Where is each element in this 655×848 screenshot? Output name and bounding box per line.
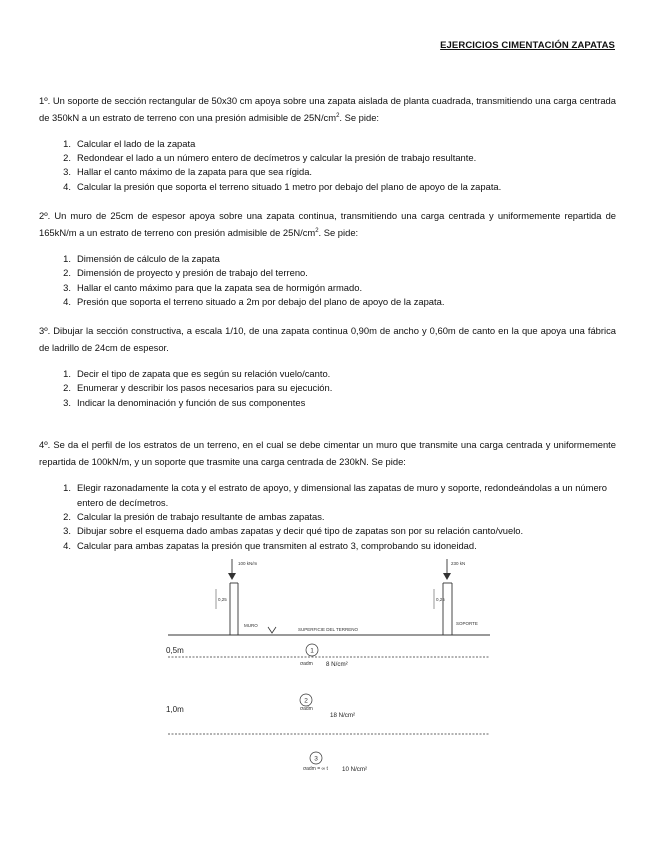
exercise-4-item: 4. Calcular para ambas zapatas la presión que transmiten al estrato 3, comprobando su idoneidad. [63,540,477,551]
exercise-2-item: 2. Dimensión de proyecto y presión de trabajo del terreno. [63,267,308,278]
stratum-2-sigma: σadm [300,706,313,712]
column-load-arrowhead [443,573,451,580]
exercise-4-item: 1. Elegir razonadamente la cota y el estrato de apoyo, y dimensional las zapatas de muro y soporte, redondeándolas a un número entero de decímetros. [63,482,608,508]
exercise-3-item: 1. Decir el tipo de zapata que es según su relación vuelo/canto. [63,368,331,379]
document-heading: EJERCICIOS CIMENTACIÓN ZAPATAS [440,40,615,51]
exercise-3-item: 3. Indicar la denominación y función de sus componentes [63,397,306,408]
exercise-3-statement: 3º. Dibujar la sección constructiva, a escala 1/10, de una zapata continua 0,90m de ancho y 0,60m de canto en la que apoya una fábrica de ladrillo de 24cm de espesor. [39,325,616,353]
exercise-2-superscript: 2 [315,228,319,234]
ground-level-mark [268,627,276,633]
wall-load-label: 100 kN/m [238,561,258,566]
depth-label-2: 1,0m [166,705,184,714]
exercise-4-statement: 4º. Se da el perfil de los estratos de un terreno, en el cual se debe cimentar un muro que transmite una carga centrada y uniformemente repartida de 100kN/m, y un soporte que trasmite una carga centrada de 230kN. Se pide: [39,439,616,467]
stratum-1-pressure: 8 N/cm² [326,661,348,668]
stratum-1-number: 1 [310,647,314,655]
soil-profile-diagram [160,553,493,785]
stratum-3-sigma: σadm = ∞ t [303,766,328,772]
wall-label: MURO [244,623,258,628]
exercise-2-intro-end: . Se pide: [318,227,359,238]
stratum-2-number: 2 [304,697,308,705]
depth-label-1: 0,5m [166,646,184,655]
wall-dimension-label: 0,25 [218,597,227,602]
stratum-3-pressure: 10 N/cm² [342,766,368,773]
exercise-1-intro-end: . Se pide: [339,112,380,123]
exercise-4-item: 3. Dibujar sobre el esquema dado ambas zapatas y decir qué tipo de zapatas son por su relación canto/vuelo. [63,525,524,536]
column-dimension-label: 0,25 [436,597,445,602]
exercise-2-statement [39,207,616,241]
exercise-1-superscript: 2 [336,113,340,119]
wall-load-arrowhead [228,573,236,580]
exercise-3-item: 2. Enumerar y describir los pasos necesarios para su ejecución. [63,382,333,393]
exercise-4-item: 2. Calcular la presión de trabajo resultante de ambas zapatas. [63,511,325,522]
exercise-2-item: 4. Presión que soporta el terreno situado a 2m por debajo del plano de apoyo de la zapata. [63,296,445,307]
exercise-1-item: 1. Calcular el lado de la zapata [63,138,196,149]
column-load-label: 230 kN [451,561,466,566]
stratum-1-sigma: σadm [300,661,313,667]
column-label: SOPORTE [456,621,478,626]
ground-surface-label: SUPERFICIE DEL TERRENO [298,627,359,632]
exercise-1-intro: 1º. Un soporte de sección rectangular de 50x30 cm apoya sobre una zapata aislada de planta cuadrada, transmitiendo una carga centrada de 350kN a un estrato de terreno con una presión admisible de 25N/cm [39,95,616,123]
stratum-2-pressure: 18 N/cm² [330,712,356,719]
exercise-1-item: 3. Hallar el canto máximo de la zapata para que sea rígida. [63,166,313,177]
exercise-2-item: 1. Dimensión de cálculo de la zapata [63,253,220,264]
exercise-2-intro: 2º. Un muro de 25cm de espesor apoya sobre una zapata continua, transmitiendo una carga centrada y uniformemente repartida de 165kN/m a un estrato de terreno con presión admisible de 25N/cm [39,210,616,238]
exercise-1-item: 4. Calcular la presión que soporta el terreno situado 1 metro por debajo del plano de apoyo de la zapata. [63,181,502,192]
exercise-1-statement [39,92,616,126]
stratum-3-number: 3 [314,755,318,763]
exercise-2-item: 3. Hallar el canto máximo para que la zapata sea de hormigón armado. [63,282,363,293]
exercise-1-item: 2. Redondear el lado a un número entero de decímetros y calcular la presión de trabajo resultante. [63,152,477,163]
